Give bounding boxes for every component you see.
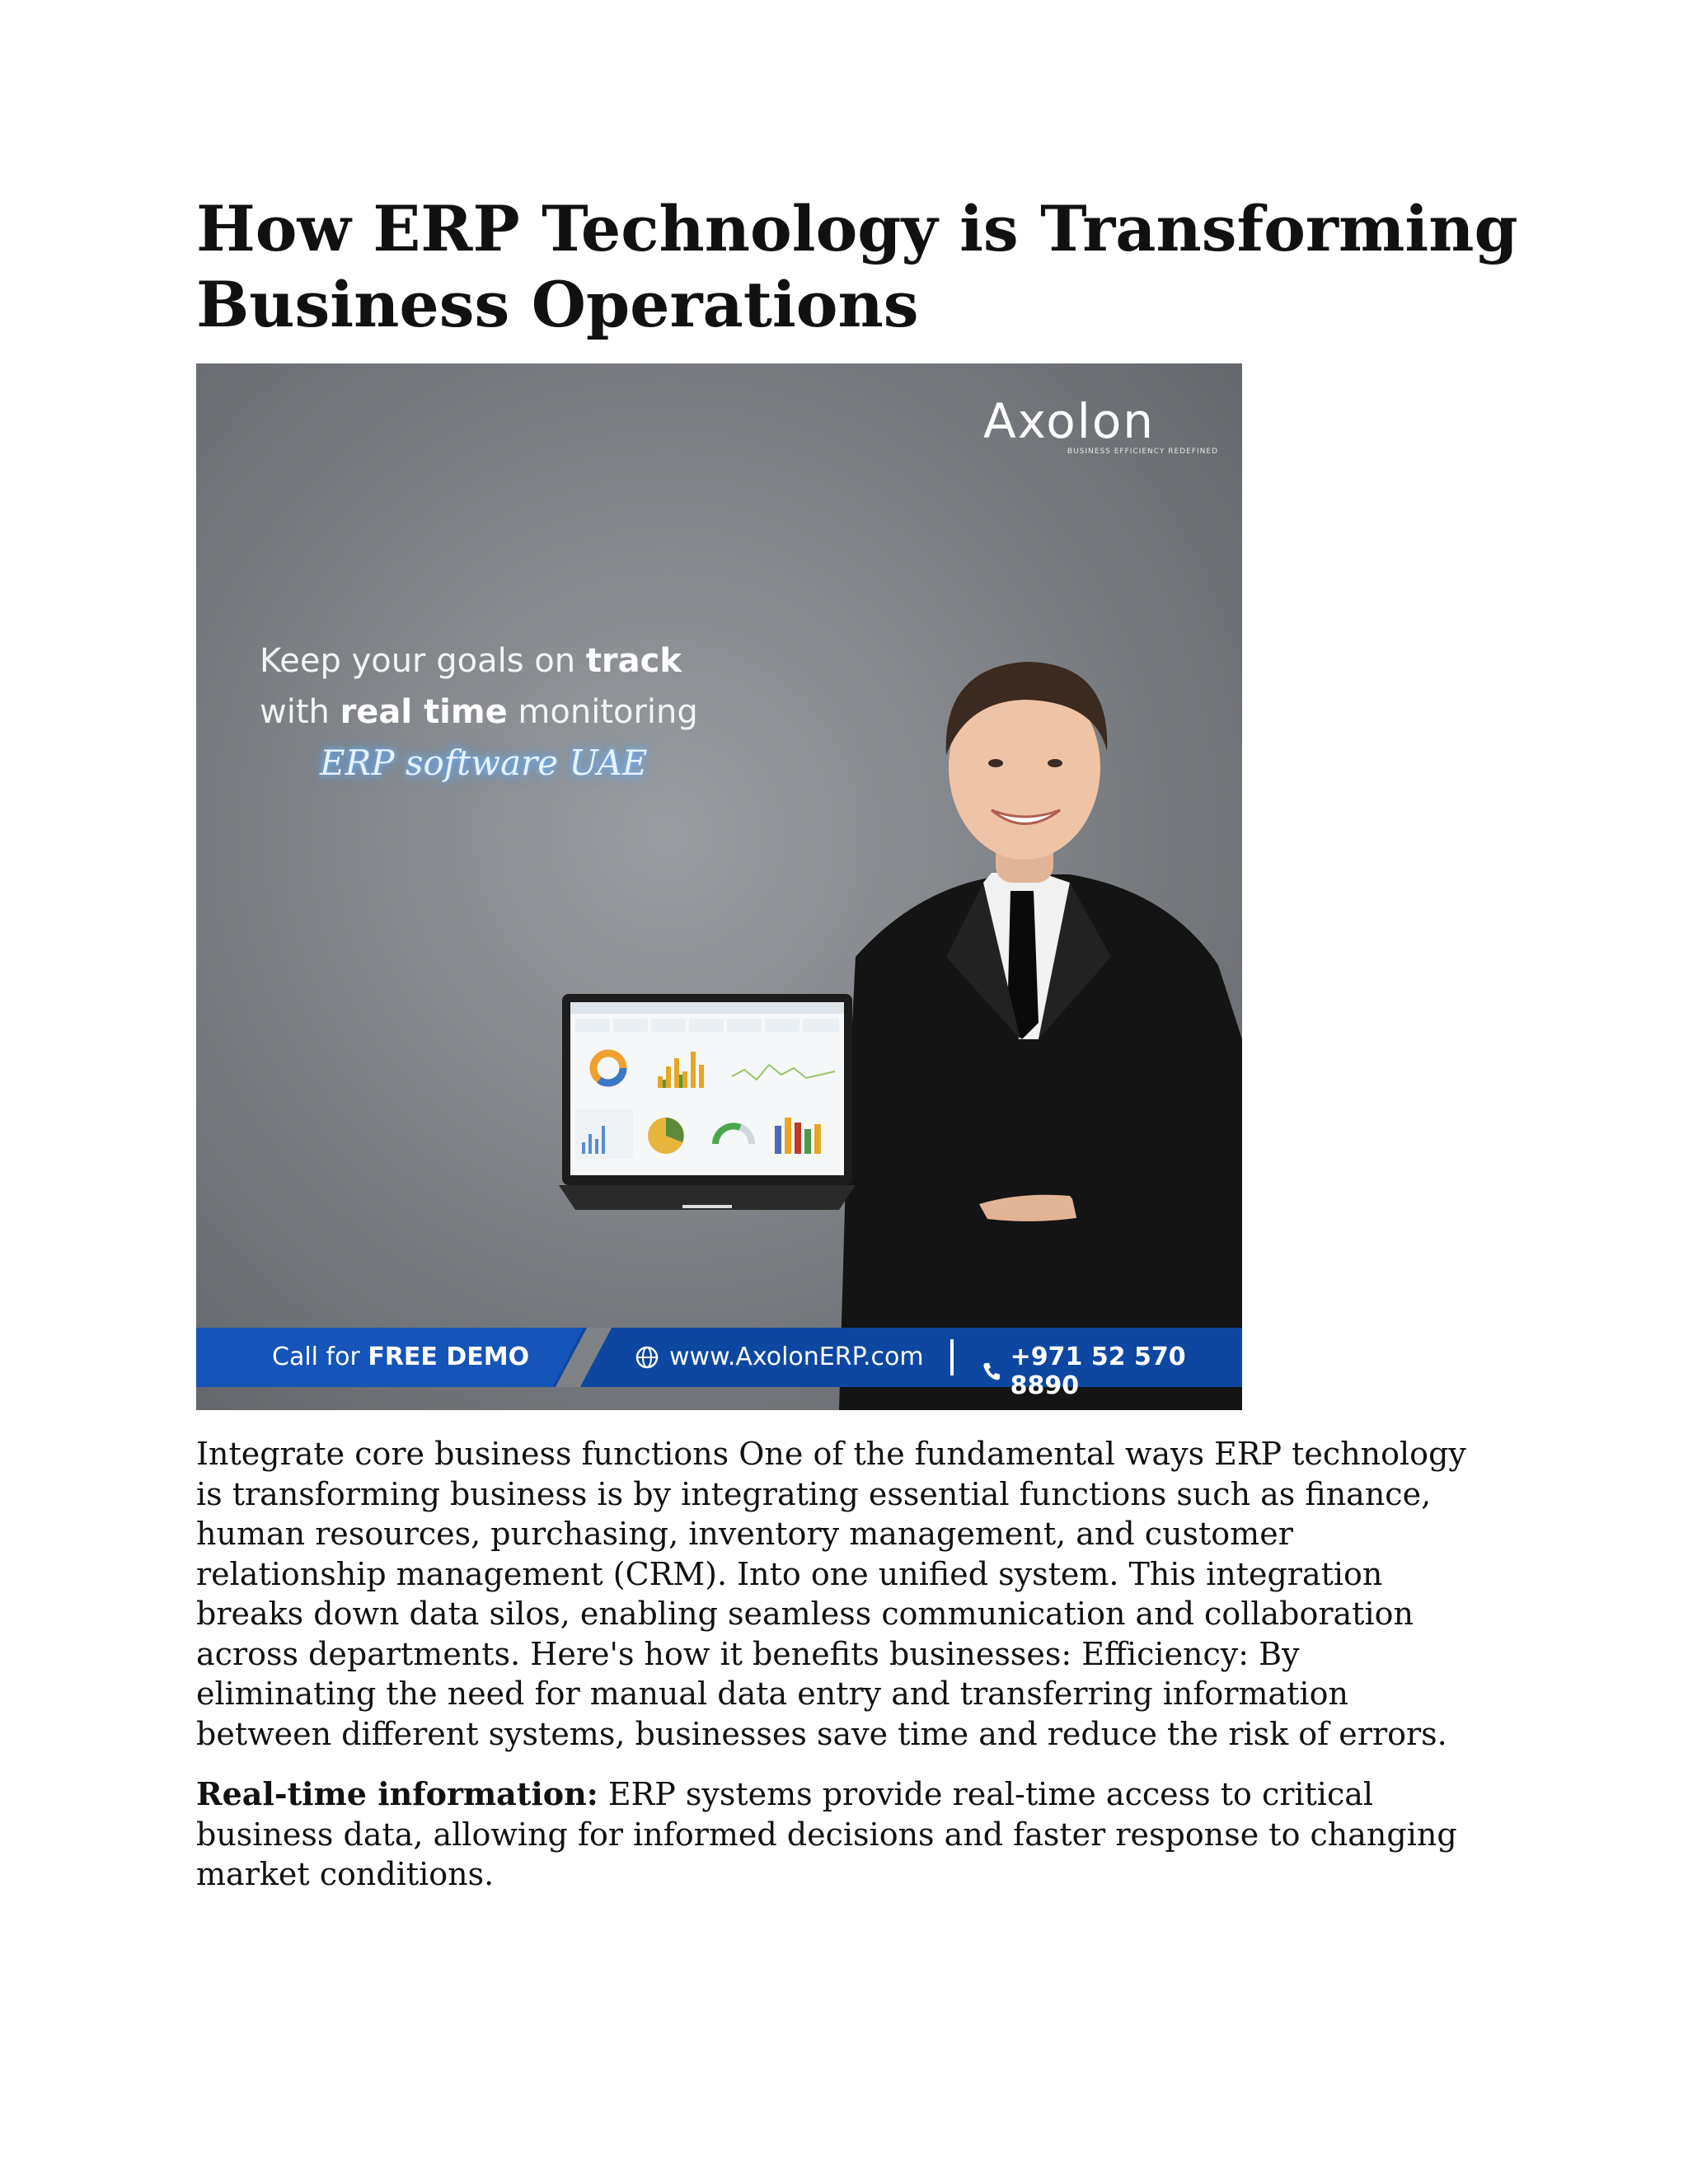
headline-line-1 [260,635,771,687]
headline-bold: track [585,642,682,680]
promo-banner-image [196,363,1242,1410]
website-text: www.AxolonERP.com [669,1343,924,1371]
headline-text: Keep your goals on [260,642,586,680]
cta-text: Call for [272,1343,368,1371]
logo-wordmark: Axolon [983,393,1156,449]
axolon-logo [983,393,1218,458]
page-title-line-1: How ERP Technology is Transforming [196,192,1518,265]
banner-headline [260,635,771,738]
erp-software-uae-text: ERP software UAE [320,743,648,783]
free-demo-cta[interactable] [272,1343,529,1371]
headline-line-2 [260,687,771,738]
page-title [196,191,1556,343]
paragraph-integrate: Integrate core business functions One of the fundamental ways ERP technology is transforming business is by integrating essential functions such as finance, human resources, purchasing, inventory management, and customer relationship management (CRM). Into one unified system. This integration breaks down data silos, enabling seamless communication and collaboration across departments. Here's how it benefits businesses: Efficiency: By eliminating the need for manual data entry and transferring information between different systems, businesses save time and reduce the risk of errors. [196,1436,1466,1752]
logo-tagline: BUSINESS EFFICIENCY REDEFINED [1067,448,1218,456]
phone-icon [981,1360,1002,1383]
headline-text: monitoring [507,693,698,731]
paragraph-realtime [196,1774,1482,1895]
page-title-line-2: Business Operations [196,268,919,341]
website-link[interactable] [635,1343,924,1371]
businessman-illustration [823,611,1242,1410]
cta-separator [950,1339,954,1376]
article-body [196,1434,1482,1895]
headline-bold: real time [340,693,508,731]
globe-icon [635,1345,659,1370]
phone-text: +971 52 570 8890 [1010,1343,1186,1400]
realtime-heading: Real-time information: [196,1775,598,1812]
cta-bold-text: FREE DEMO [368,1343,530,1371]
headline-text: with [260,693,340,731]
phone-link[interactable] [981,1343,1242,1400]
cta-bar [196,1328,1242,1400]
laptop-dashboard-illustration [559,994,856,1241]
realtime-text: ERP systems provide real-time access to critical business data, allowing for informed decisions and faster response to changing market conditions. [196,1776,1457,1892]
